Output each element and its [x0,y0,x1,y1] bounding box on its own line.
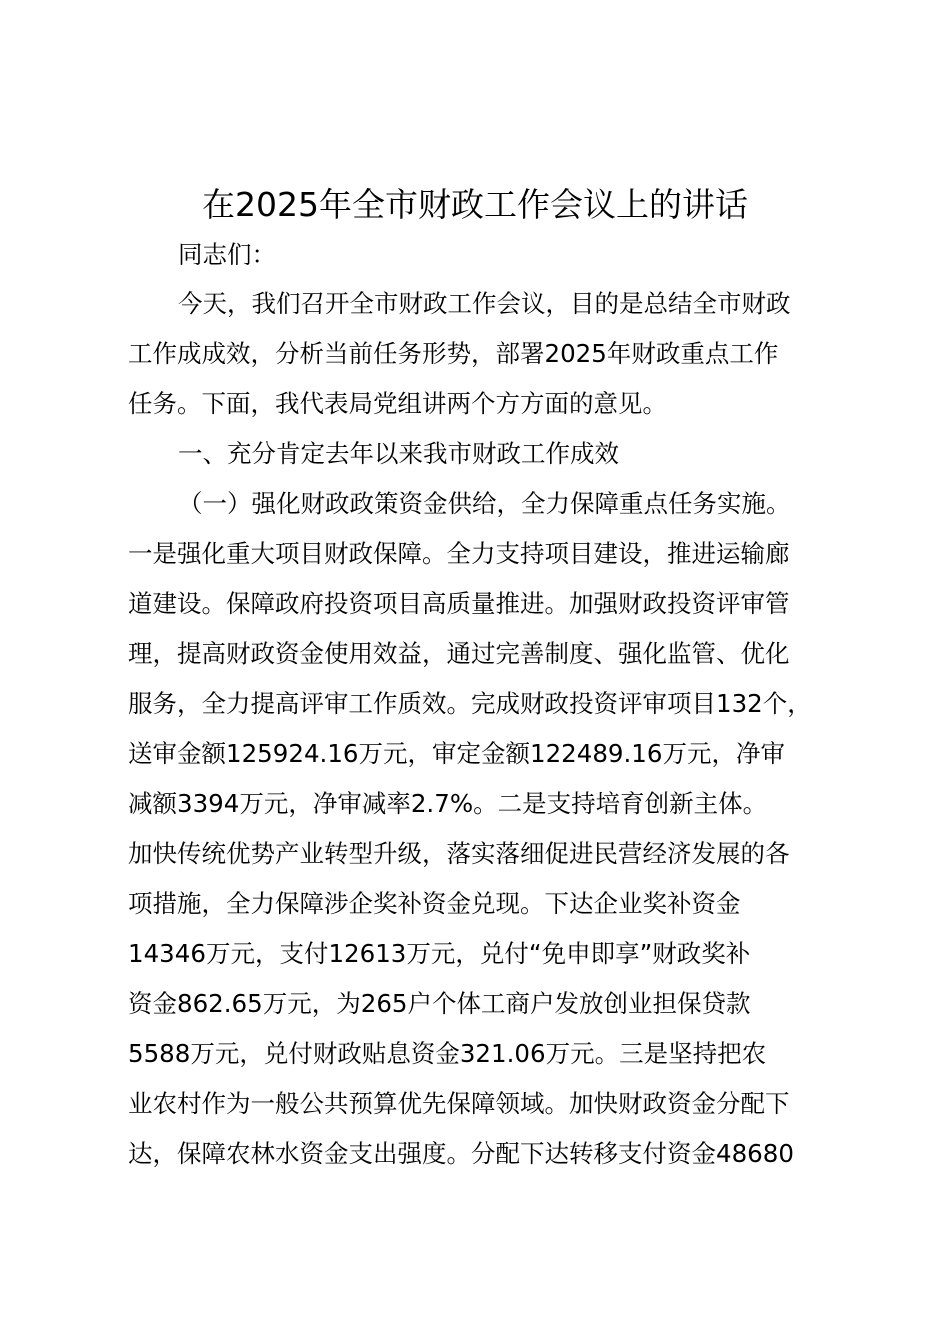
body-line: 减额3394万元，净审减率2.7%。二是支持培育创新主体。 [128,789,768,818]
body-line: 今天，我们召开全市财政工作会议，目的是总结全市财政 [178,289,791,318]
section-heading: 一、充分肯定去年以来我市财政工作成效 [178,439,619,468]
body-line: 资金862.65万元，为265户个体工商户发放创业担保贷款 [128,989,751,1018]
body-line: 服务，全力提高评审工作质效。完成财政投资评审项目132个， [128,689,812,718]
body-line: 送审金额125924.16万元，审定金额122489.16万元，净审 [128,739,785,768]
body-line: 一是强化重大项目财政保障。全力支持项目建设，推进运输廊 [128,539,790,568]
body-line: 项措施，全力保障涉企奖补资金兑现。下达企业奖补资金 [128,889,741,918]
salutation: 同志们： [178,240,276,269]
body-line: 业农村作为一般公共预算优先保障领域。加快财政资金分配下 [128,1089,790,1118]
body-line: 理，提高财政资金使用效益，通过完善制度、强化监管、优化 [128,639,790,668]
document-title: 在2025年全市财政工作会议上的讲话 [202,185,748,224]
body-line: 5588万元，兑付财政贴息资金321.06万元。三是坚持把农 [128,1039,767,1068]
subsection-heading: （一）强化财政政策资金供给，全力保障重点任务实施。 [178,489,791,518]
body-line: 达，保障农林水资金支出强度。分配下达转移支付资金48680 [128,1139,794,1168]
body-line: 14346万元，支付12613万元，兑付“免申即享”财政奖补 [128,939,751,968]
body-line: 道建设。保障政府投资项目高质量推进。加强财政投资评审管 [128,589,790,618]
body-line: 工作成成效，分析当前任务形势，部署2025年财政重点工作 [128,339,779,368]
body-line: 任务。下面，我代表局党组讲两个方方面的意见。 [128,389,667,418]
body-line: 加快传统优势产业转型升级，落实落细促进民营经济发展的各 [128,839,790,868]
